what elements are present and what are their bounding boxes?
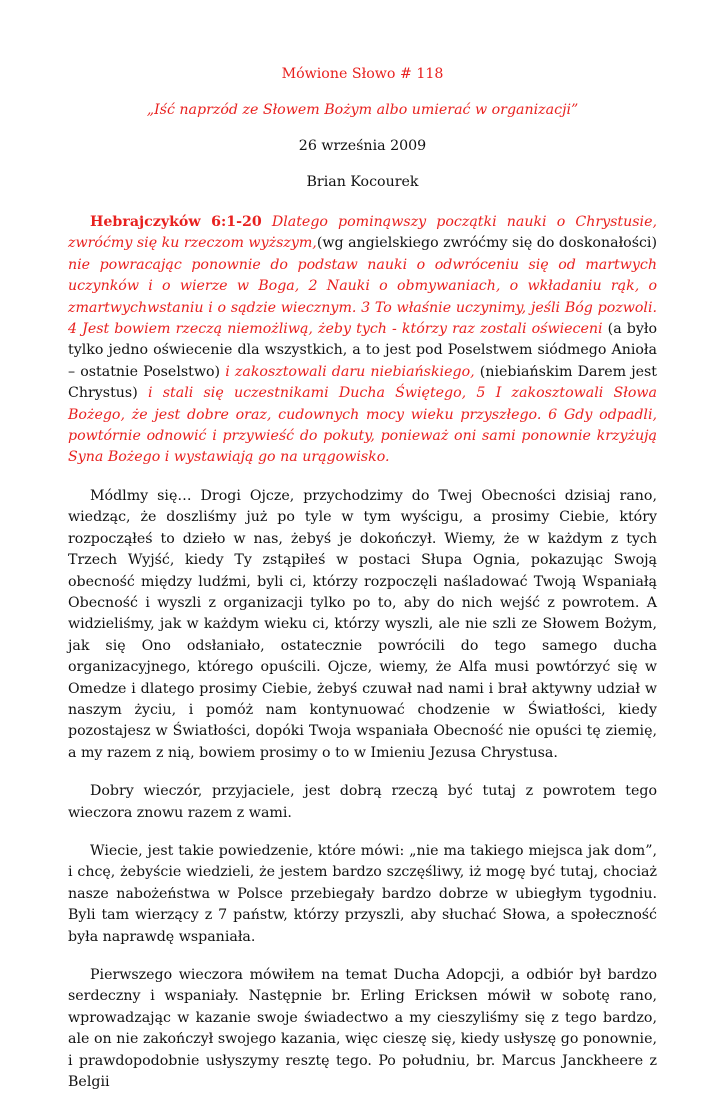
body-paragraph: Wiecie, jest takie powiedzenie, które mówi: „nie ma takiego miejsca jak dom”, i chcę, żebyście wiedzieli, że jestem bardzo szczęśliwy, iż mogę być tutaj, chociaż nasze nabożeństwa w Polsce przebiegały bardzo dobrze w ubiegłym tygodniu. Byli tam wierzący z 7 państw, którzy przyszli, aby słuchać Słowa, a społeczność była naprawdę wspaniała. (68, 842, 657, 945)
scripture-text: nie powracając ponownie do podstaw nauki o odwróceniu się od martwych uczynków i o wierze w Boga, 2 Nauki o obmywaniach, o wkładaniu rąk, o zmartwychwstaniu i o sądzie wiecznym. 3 To właśnie uczynimy, jeśli Bóg pozwoli. 4 Jest bowiem rzeczą niemożliwą, żeby tych - którzy raz zostali oświeceni (68, 256, 657, 338)
body-paragraph: Pierwszego wieczora mówiłem na temat Ducha Adopcji, a odbiór był bardzo serdeczny i wspaniały. Następnie br. Erling Ericksen mówił w sobotę rano, wprowadzając w kazanie swoje świadectwo a my cieszyliśmy się z tego bardzo, ale on nie zakończył swojego kazania, więc cieszę się, kiedy usłyszę go ponownie, i prawdopodobnie usłyszymy resztę tego. Po południu, br. Marcus Janckheere z Belgii (68, 967, 657, 1091)
scripture-note: (niebiańskim Darem jest Chrystus) (68, 363, 658, 402)
prayer-paragraph: Módlmy się… Drogi Ojcze, przychodzimy do Twej Obecności dzisiaj rano, wiedząc, że doszliśmy już po tyle w tym wyścigu, a prosimy Ciebie, który rozpocząłeś to dzieło w nas, żebyś je dokończył. Wiemy, że w każdym z tych Trzech Wyjść, kiedy Ty zstąpiłeś w postaci Słupa Ognia, pokazując Swoją obecność między ludźmi, byli ci, którzy rozpoczęli naśladować Twoją Wspaniałą Obecność i wyszli z organizacji tylko po to, aby do nich wejść z powrotem. A widzieliśmy, jak w każdym wieku ci, którzy wyszli, ale nie szli ze Słowem Bożym, jak się Ono odsłaniało, ostatecznie powrócili do tego samego ducha organizacyjnego, którego opuścili. Ojcze, wiemy, że Alfa musi powtórzyć się w Omedze i dlatego prosimy Ciebie, żebyś czuwał nad nami i brał aktywny udział w naszym życiu, i pomóż nam kontynuować chodzenie w Światłości, kiedy pozostajesz w Światłości, dopóki Twoja wspaniała Obecność nie opuści tę ziemię, a my razem z nią, bowiem prosimy o to w Imieniu Jezusa Chrystusa. (68, 487, 657, 761)
sermon-author: Brian Kocourek (306, 174, 419, 190)
scripture-text: Dlatego pominąwszy początki nauki o Chrystusie, zwróćmy się ku rzeczom wyższym, (68, 214, 657, 252)
scripture-paragraph (68, 212, 657, 469)
scripture-reference: Hebrajczyków 6:1-20 (90, 214, 262, 230)
scripture-text: i zakosztowali daru niebiańskiego, (220, 363, 475, 380)
sermon-subtitle: „Iść naprzód ze Słowem Bożym albo umierać w organizacji” (146, 102, 579, 118)
scripture-text: i stali się uczestnikami Ducha Świętego, 5 I zakosztowali Słowa Bożego, że jest dobre oraz, cudownych mocy wieku przyszłego. 6 Gdy odpadli, powtórnie odnowić i przywieść do pokuty, ponieważ oni sami ponownie krzyżują Syna Bożego i wystawiają go na urągowisko. (68, 385, 657, 466)
scripture-note: (a było tylko jedno oświecenie dla wszystkich, a to jest pod Poselstwem siódmego Anioła – ostatnie Poselstwo) (68, 321, 657, 380)
scripture-note: (wg angielskiego zwróćmy się do doskonałości) (316, 235, 658, 252)
sermon-title: Mówione Słowo # 118 (281, 66, 444, 82)
sermon-date: 26 września 2009 (298, 138, 427, 154)
body-paragraph: Dobry wieczór, przyjaciele, jest dobrą rzeczą być tutaj z powrotem tego wieczora znowu razem z wami. (68, 783, 657, 821)
